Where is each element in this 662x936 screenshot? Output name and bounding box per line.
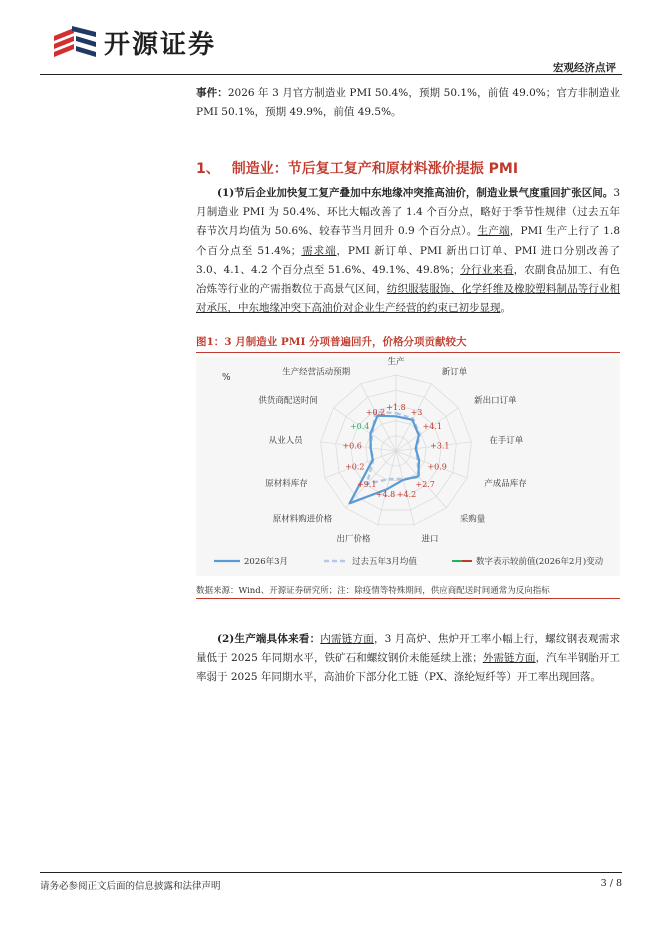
grid-spoke — [361, 384, 396, 451]
section-heading: 制造业：节后复工复产和原材料涨价提振 PMI — [231, 161, 519, 177]
event-label: 事件： — [196, 87, 228, 99]
company-name: 开源证券 — [104, 29, 217, 60]
axis-category-label: 供货商配送时间 — [258, 395, 318, 406]
footer-divider — [40, 872, 622, 873]
axis-category-label: 在手订单 — [489, 436, 524, 447]
legend-label-five-year-avg: 过去五年3月均值 — [352, 557, 417, 567]
change-data-label: +4.8 — [375, 489, 396, 499]
figure-source: 数据来源：Wind、开源证券研究所；注：除疫情等特殊期间，供应商配送时间通常为反向指标 — [196, 586, 550, 596]
figure-top-rule — [196, 352, 620, 353]
page-number: 3 / 8 — [600, 878, 622, 889]
change-data-label: +0.9 — [427, 462, 447, 472]
para2-u1: 内需链方面 — [320, 633, 374, 645]
para1-u1: 生产端 — [477, 225, 510, 238]
axis-category-label: 原材料购进价格 — [272, 514, 333, 525]
axis-category-label: 从业人员 — [268, 436, 303, 447]
legend-label-current: 2026年3月 — [244, 557, 289, 567]
figure-bottom-rule — [196, 598, 620, 599]
footer-disclaimer: 请务必参阅正文后面的信息披露和法律声明 — [40, 881, 221, 892]
change-data-label: +4.2 — [396, 489, 417, 499]
logo-mark-icon — [52, 22, 98, 62]
axis-category-label: 生产经营活动预期 — [282, 367, 351, 378]
axis-category-label: 产成品库存 — [484, 478, 527, 489]
figure-caption: 图1：3 月制造业 PMI 分项普遍回升，价格分项贡献较大 — [196, 336, 467, 348]
event-text: 2026 年 3 月官方制造业 PMI 50.4%，预期 50.1%，前值 49.0%；官方非制造业 PMI 50.1%，预期 49.9%，前值 49.5%。 — [196, 87, 621, 118]
grid-spoke — [396, 451, 417, 525]
para2-s1: ，3 月高炉、焦炉开工率小幅上行，螺纹钢表观需求量低于 2025 年同期水平，铁矿石和螺纹钢价未能延续上涨； — [196, 633, 620, 665]
para1-s3: ，PMI 新订单、PMI 新出口订单、PMI 进口分别改善了 3.0、4.1、4.2 个百分点至 51.6%、49.1%、49.8%； — [196, 244, 620, 276]
change-data-label: +2.7 — [415, 480, 435, 489]
chart-unit-label: % — [222, 373, 231, 383]
header-divider — [40, 74, 622, 75]
para1-u3: 分行业来看 — [460, 263, 514, 276]
para2-u2: 外需链方面 — [482, 652, 536, 665]
axis-category-label: 原材料库存 — [265, 478, 308, 489]
company-logo — [52, 22, 216, 62]
paragraph-manufacturing — [196, 184, 620, 318]
axis-category-label: 生产 — [387, 357, 405, 367]
change-data-label: +0.2 — [365, 408, 386, 417]
change-data-label: +0.6 — [342, 441, 362, 451]
para1-u4: 纺织服装服饰、化学纤维及橡胶塑料制品等行业相对承压，中东地缘冲突下高油价对企业生产经营的约束已初步显现 — [196, 283, 621, 315]
para1-u2: 需求端 — [301, 244, 337, 257]
axis-category-label: 采购量 — [459, 514, 486, 525]
change-data-label: +9.1 — [357, 480, 377, 489]
radar-chart — [196, 356, 620, 576]
change-data-label: +4.1 — [422, 422, 443, 431]
para1-s2: ，PMI 生产上行了 1.8 个百分点至 51.4%； — [196, 225, 621, 257]
section-title — [196, 158, 518, 178]
para1-s4: ，农副食品加工、有色冶炼等行业的产需指数位于高景气区间， — [196, 263, 621, 296]
axis-category-label: 出厂价格 — [336, 534, 371, 545]
axis-category-label: 新出口订单 — [474, 395, 517, 406]
para1-s1: 3 月制造业 PMI 为 50.4%、环比大幅改善了 1.4 个百分点，略好于季节性规律（过去五年春节次月均值为 50.6%、较春节当月回升 0.9 个百分点）。 — [196, 187, 620, 238]
legend-label-change: 数字表示较前值(2026年2月)变动 — [476, 557, 604, 567]
para1-s5: 。 — [500, 302, 511, 315]
figure-panel — [196, 356, 620, 576]
grid-spoke — [375, 451, 396, 525]
para1-lead: (1)节后企业加快复工复产叠加中东地缘冲突推高油价，制造业景气度重回扩张区间。 — [217, 187, 614, 199]
change-data-label: +0.2 — [345, 462, 365, 472]
event-paragraph — [196, 84, 620, 122]
change-data-label: +3.1 — [430, 441, 450, 451]
paragraph-production — [196, 630, 620, 688]
change-data-label: +1.8 — [386, 402, 406, 412]
para2-lead: (2)生产端具体来看： — [217, 633, 321, 645]
axis-category-label: 新订单 — [441, 367, 468, 378]
axis-category-label: 进口 — [421, 534, 439, 545]
change-data-label: +0.4 — [349, 422, 370, 431]
para2-s2: ，汽车半钢胎开工率弱于 2025 年同期水平，高油价下部分化工链（PX、涤纶短纤等）开工率出现回落。 — [196, 652, 621, 684]
change-data-label: +3 — [410, 408, 423, 417]
section-number: 1、 — [196, 161, 220, 177]
report-type: 宏观经济点评 — [553, 62, 616, 74]
